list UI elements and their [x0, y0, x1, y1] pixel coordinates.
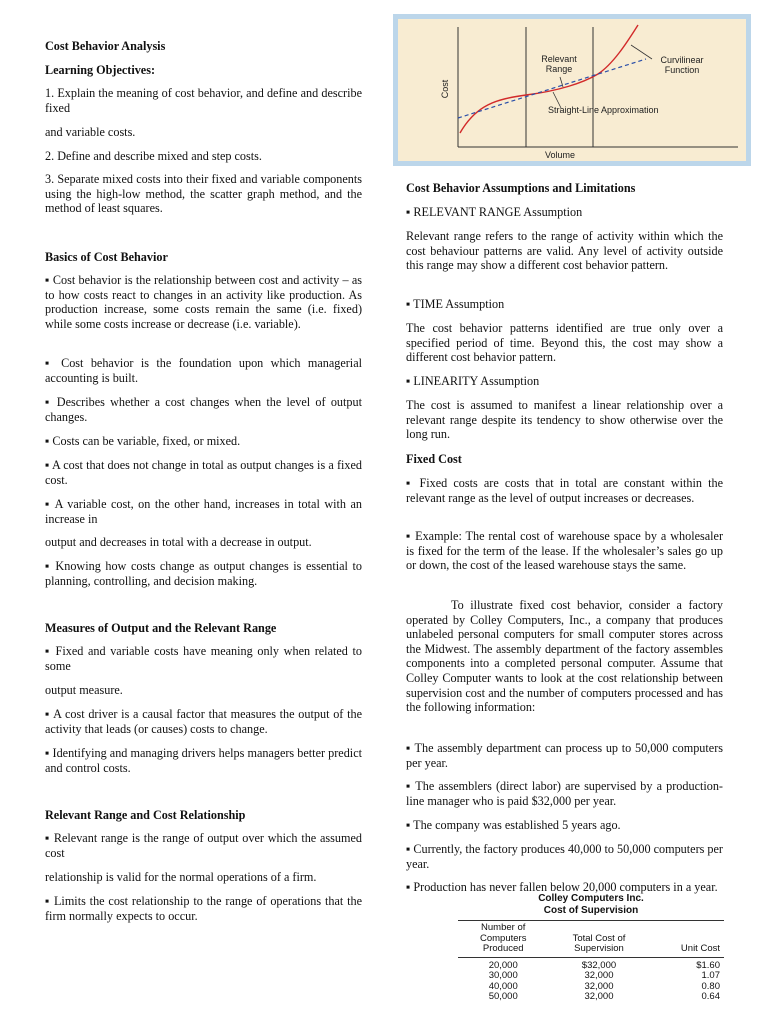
cell-unit-cost: 1.07 — [701, 970, 720, 981]
relevant-range-label-line2: Range — [545, 64, 573, 74]
x-axis-label: Volume — [544, 150, 576, 160]
y-axis-label: Cost — [440, 79, 450, 99]
page-title: Cost Behavior Analysis — [45, 39, 166, 53]
objective-1: 1. Explain the meaning of cost behavior, and define and describe fixed — [45, 86, 362, 115]
table-header-row — [458, 921, 724, 958]
basics-para-4: ▪ Costs can be variable, fixed, or mixed. — [45, 434, 241, 448]
cell-unit-cost: $1.60 — [696, 959, 720, 971]
cell-computers: 20,000 — [488, 959, 518, 971]
cell-computers: 50,000 — [488, 991, 518, 1002]
table-title — [460, 893, 722, 917]
curvilinear-function-line — [460, 25, 638, 133]
relevant-range-assumption: ▪ RELEVANT RANGE Assumption — [406, 205, 583, 219]
table-title-line1: Colley Computers Inc. — [538, 893, 644, 904]
fixed-cost-para-1: ▪ Fixed costs are costs that in total are constant within the relevant range as the level of output increases or decreases. — [406, 476, 723, 505]
time-text: The cost behavior patterns identified are true only over a specified period of time. Beyond this, the cost may show a different cost behavior pattern. — [406, 321, 723, 365]
fixed-cost-heading: Fixed Cost — [406, 452, 462, 466]
straight-line-approximation-label: Straight-Line Approximation — [548, 105, 659, 115]
basics-para-6: ▪ A variable cost, on the other hand, increases in total with an increase in — [45, 497, 362, 526]
figure-panel — [398, 19, 746, 161]
curvilinear-label-line2: Function — [664, 65, 700, 75]
linearity-assumption: ▪ LINEARITY Assumption — [406, 374, 540, 388]
fixed-cost-bullet-5: ▪ Production has never fallen below 20,000 computers in a year. — [406, 880, 718, 894]
basics-para-5: ▪ A cost that does not change in total as output changes is a fixed cost. — [45, 458, 362, 487]
header-unit-cost: Unit Cost — [650, 921, 724, 958]
cell-computers: 40,000 — [488, 980, 518, 992]
objectives-heading: Learning Objectives: — [45, 63, 156, 77]
curvilinear-label-line1: Curvilinear — [660, 55, 704, 65]
relevant-para-2: ▪ Limits the cost relationship to the range of operations that the firm normally expects to occur. — [45, 894, 362, 923]
basics-heading: Basics of Cost Behavior — [45, 250, 168, 264]
objective-1-cont: and variable costs. — [45, 125, 136, 139]
fixed-cost-illustration: To illustrate fixed cost behavior, consider a factory operated by Colley Computers, Inc., a company that produces unlabeled personal computers for small computer stores across the Midwest. The assembly department of the factory assembles components into a completed personal computer. Assume that Colley Computer wants to look at the cost relationship between supervision cost and the number of computers processed and has the following information: — [406, 598, 723, 715]
cell-total-cost: $32,000 — [581, 959, 617, 971]
cell-total-cost: 32,000 — [584, 980, 614, 992]
objective-3: 3. Separate mixed costs into their fixed and variable components using the high-low method, the scatter graph method, and the method of least squares. — [45, 172, 362, 216]
fixed-cost-bullet-2: ▪ The assemblers (direct labor) are supervised by a production-line manager who is paid $32,000 per year. — [406, 779, 723, 808]
table-row — [458, 971, 724, 982]
relevant-range-label-line1: Relevant — [541, 54, 577, 64]
relevant-para-1-cont: relationship is valid for the normal operations of a firm. — [45, 870, 317, 884]
table-row — [458, 957, 724, 971]
basics-para-6-cont: output and decreases in total with a decrease in output. — [45, 535, 312, 549]
measures-para-2: ▪ A cost driver is a causal factor that measures the output of the activity that leads (or causes) costs to change. — [45, 707, 362, 736]
time-assumption: ▪ TIME Assumption — [406, 297, 505, 311]
fixed-cost-bullet-1: ▪ The assembly department can process up to 50,000 computers per year. — [406, 741, 723, 770]
measures-para-1-cont: output measure. — [45, 683, 123, 697]
assumptions-heading: Cost Behavior Assumptions and Limitations — [406, 181, 636, 195]
basics-para-7: ▪ Knowing how costs change as output changes is essential to planning, controlling, and decision making. — [45, 559, 362, 588]
fixed-cost-bullet-4: ▪ Currently, the factory produces 40,000 to 50,000 computers per year. — [406, 842, 723, 871]
cell-unit-cost: 0.64 — [701, 991, 720, 1002]
cost-behavior-figure — [393, 14, 751, 166]
cell-total-cost: 32,000 — [584, 970, 614, 981]
measures-para-1: ▪ Fixed and variable costs have meaning only when related to some — [45, 644, 362, 673]
basics-para-3: ▪ Describes whether a cost changes when the level of output changes. — [45, 395, 362, 424]
linearity-text: The cost is assumed to manifest a linear relationship over a relevant range despite its tendency to show otherwise over the long run. — [406, 398, 723, 442]
curvilinear-chart — [398, 19, 746, 161]
relevant-heading: Relevant Range and Cost Relationship — [45, 808, 246, 822]
cell-unit-cost: 0.80 — [701, 980, 720, 992]
cell-computers: 30,000 — [488, 970, 518, 981]
table-row — [458, 992, 724, 1003]
header-total-cost: Total Cost of Supervision — [548, 921, 649, 958]
header-computers-produced: Number of Computers Produced — [458, 921, 548, 958]
basics-para-2: ▪ Cost behavior is the foundation upon which managerial accounting is built. — [45, 356, 362, 385]
basics-para-1: ▪ Cost behavior is the relationship between cost and activity – as to how costs react to changes in an activity like production. As production increase, some costs remain the same (i.e. fixed) while some costs increase or decrease (i.e. variable). — [45, 273, 362, 331]
relevant-range-text: Relevant range refers to the range of activity within which the cost behaviour patterns are valid. Any level of activity outside this range may show a different cost behavior pattern. — [406, 229, 723, 273]
relevant-para-1: ▪ Relevant range is the range of output over which the assumed cost — [45, 831, 362, 860]
measures-heading: Measures of Output and the Relevant Range — [45, 621, 277, 635]
cost-of-supervision-table — [458, 920, 724, 1003]
cell-total-cost: 32,000 — [584, 991, 614, 1002]
curvilinear-callout — [631, 45, 652, 59]
fixed-cost-bullet-3: ▪ The company was established 5 years ago. — [406, 818, 621, 832]
table-title-line2: Cost of Supervision — [543, 905, 639, 916]
measures-para-3: ▪ Identifying and managing drivers helps managers better predict and control costs. — [45, 746, 362, 775]
fixed-cost-example: ▪ Example: The rental cost of warehouse space by a wholesaler is fixed for the term of the lease. If the wholesaler’s sales go up or down, the cost of the leased warehouse stays the same. — [406, 529, 723, 573]
objective-2: 2. Define and describe mixed and step costs. — [45, 149, 262, 163]
